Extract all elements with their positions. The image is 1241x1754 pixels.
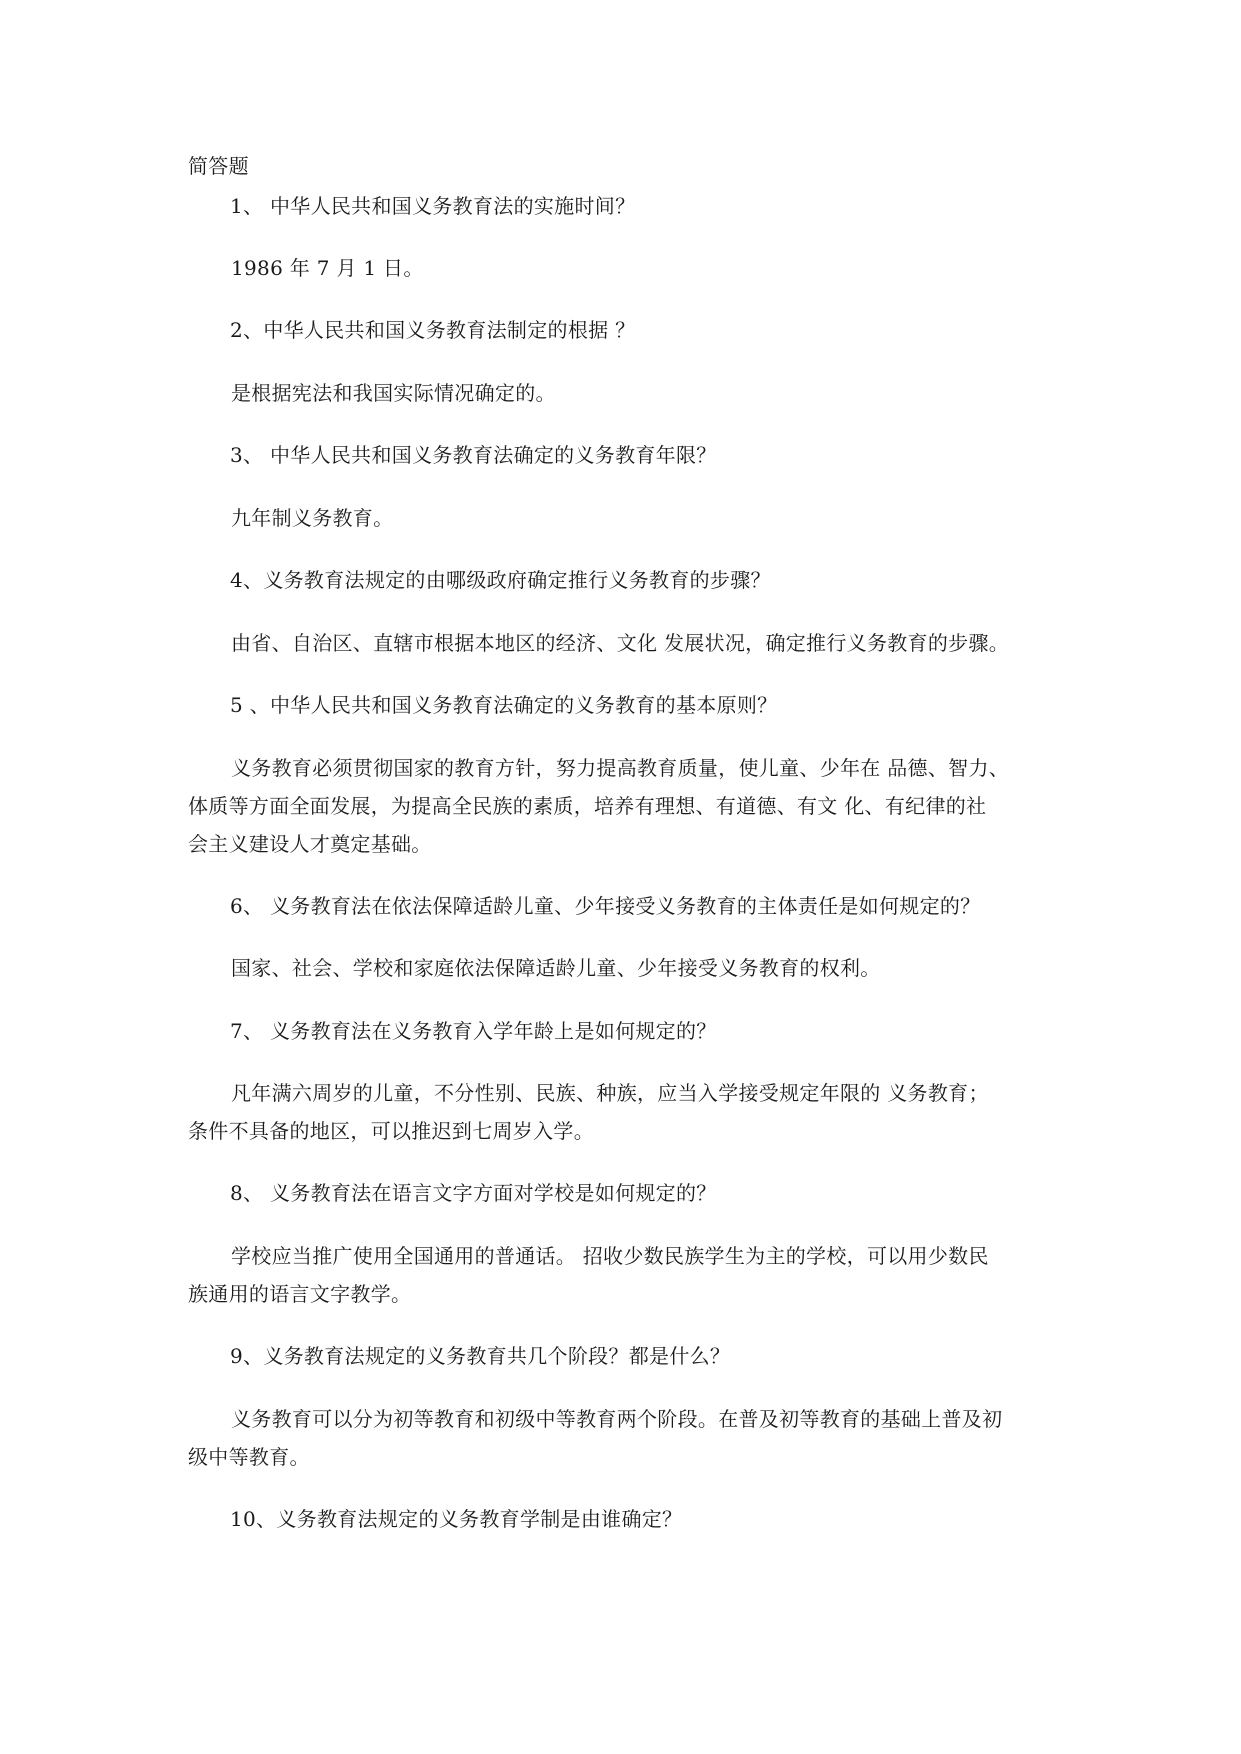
question-7: 7、 义务教育法在义务教育入学年龄上是如何规定的？ <box>230 1019 717 1043</box>
answer-9-line-1: 义务教育可以分为初等教育和初级中等教育两个阶段。在普及初等教育的基础上普及初 <box>231 1407 1003 1431</box>
question-3: 3、 中华人民共和国义务教育法确定的义务教育年限？ <box>230 443 717 467</box>
answer-7-line-2: 条件不具备的地区，可以推迟到七周岁入学。 <box>188 1119 594 1143</box>
question-5: 5 、中华人民共和国义务教育法确定的义务教育的基本原则？ <box>230 693 778 717</box>
answer-4: 由省、自治区、直辖市根据本地区的经济、文化 发展状况，确定推行义务教育的步骤。 <box>231 631 1010 655</box>
answer-9-line-2: 级中等教育。 <box>188 1445 310 1469</box>
answer-8-line-2: 族通用的语言文字教学。 <box>188 1282 412 1306</box>
answer-5-line-1: 义务教育必须贯彻国家的教育方针，努力提高教育质量，使儿童、少年在 品德、智力、 <box>231 756 1010 780</box>
section-title: 简答题 <box>188 154 249 178</box>
answer-7-line-1: 凡年满六周岁的儿童，不分性别、民族、种族，应当入学接受规定年限的 义务教育； <box>231 1081 989 1105</box>
question-8: 8、 义务教育法在语言文字方面对学校是如何规定的？ <box>230 1181 717 1205</box>
answer-5-line-3: 会主义建设人才奠定基础。 <box>188 832 432 856</box>
question-10: 10、义务教育法规定的义务教育学制是由谁确定？ <box>230 1507 683 1531</box>
question-2: 2、中华人民共和国义务教育法制定的根据 ？ <box>230 318 636 342</box>
question-6: 6、 义务教育法在依法保障适龄儿童、少年接受义务教育的主体责任是如何规定的？ <box>230 894 981 918</box>
answer-8-line-1: 学校应当推广使用全国通用的普通话。 招收少数民族学生为主的学校，可以用少数民 <box>231 1244 989 1268</box>
question-9: 9、义务教育法规定的义务教育共几个阶段？都是什么？ <box>230 1344 731 1368</box>
answer-2: 是根据宪法和我国实际情况确定的。 <box>231 381 556 405</box>
question-4: 4、义务教育法规定的由哪级政府确定推行义务教育的步骤？ <box>230 568 771 592</box>
answer-6: 国家、社会、学校和家庭依法保障适龄儿童、少年接受义务教育的权利。 <box>231 956 881 980</box>
question-1: 1、 中华人民共和国义务教育法的实施时间？ <box>230 194 636 218</box>
answer-5-line-2: 体质等方面全面发展，为提高全民族的素质，培养有理想、有道德、有文 化、有纪律的社 <box>188 794 987 818</box>
answer-1: 1986 年 7 月 1 日。 <box>231 256 424 280</box>
answer-3: 九年制义务教育。 <box>231 506 394 530</box>
